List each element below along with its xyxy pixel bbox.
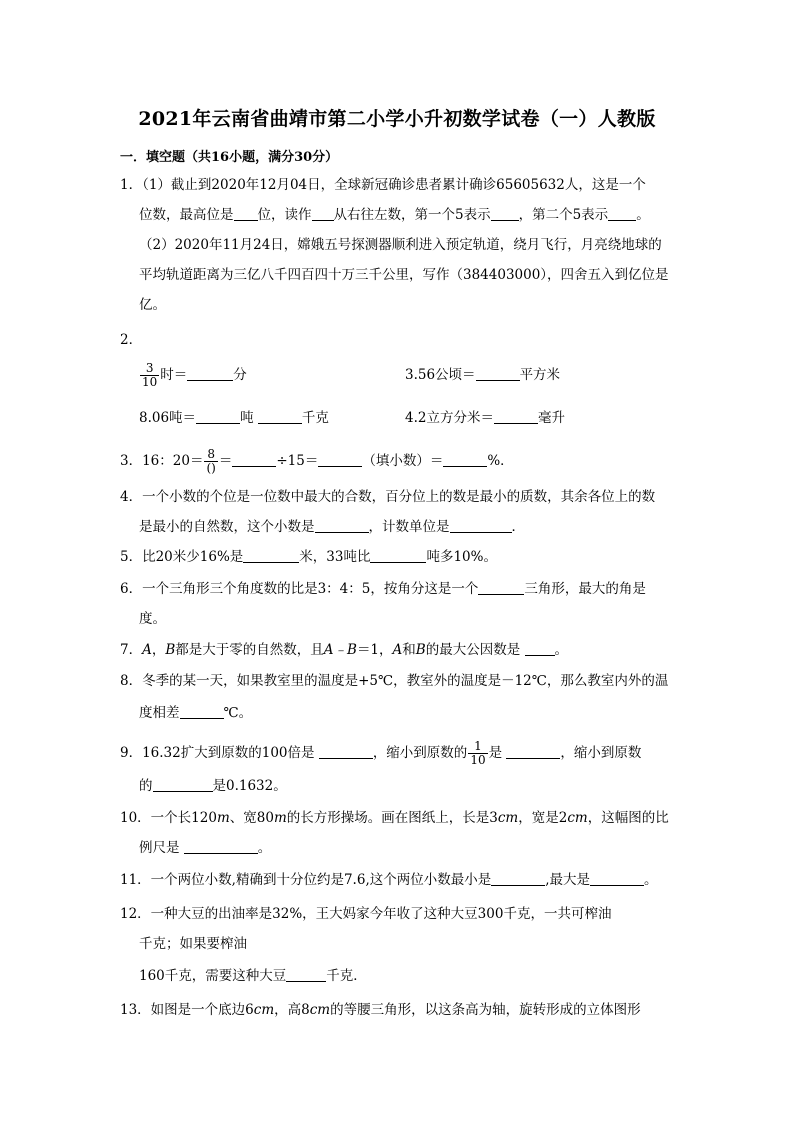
q10-line-1: 10．一个长120m、宽80m的长方形操场。画在图纸上，长是3cm，宽是2cm，这幅图的比: [120, 810, 669, 826]
answer-blank[interactable]: [506, 744, 560, 759]
q1-line-5: 亿。: [139, 297, 166, 313]
q7-line: 7．A，B都是大于零的自然数，且A﹣B＝1，A和B的最大公因数是 。: [120, 642, 568, 658]
q8-line-1: 8．冬季的某一天，如果教室里的温度是+5℃，教室外的温度是－12℃，那么教室内外的温: [120, 673, 669, 689]
answer-blank[interactable]: [494, 409, 538, 424]
q1-line-4: 平均轨道距离为三亿八千四百四十万三千公里，写作（384403000），四舍五入到亿位是: [139, 267, 669, 283]
answer-blank[interactable]: [286, 967, 326, 982]
q11-line: 11．一个两位小数,精确到十分位约是7.6,这个两位小数最小是 ,最大是 。: [120, 872, 658, 888]
section-heading: 一．填空题（共16小题，满分30分）: [120, 150, 339, 165]
answer-blank[interactable]: [491, 871, 545, 886]
q6-line-1: 6．一个三角形三个角度数的比是3：4：5，按角分这是一个 三角形，最大的角是: [120, 581, 646, 597]
answer-blank[interactable]: [319, 744, 373, 759]
answer-blank[interactable]: [153, 777, 213, 792]
q4-line-1: 4．一个小数的个位是一位数中最大的合数，百分位上的数是最小的质数，其余各位上的数: [120, 489, 656, 505]
q2-item-c: 8.06吨＝ 吨 千克: [139, 410, 329, 426]
q4-line-2: 是最小的自然数，这个小数是 ，计数单位是 ．: [139, 519, 525, 535]
answer-blank[interactable]: [608, 206, 636, 221]
q9-line-1: 9．16.32扩大到原数的100倍是 ，缩小到原数的 $\frac{1}{10}$ 是 ，缩小到原数: [120, 739, 642, 767]
q2-item-d: 4.2立方分米＝ 毫升: [405, 410, 565, 426]
q9-line-2: 的 是0.1632。: [139, 778, 287, 794]
fraction: $\frac{1}{10}$: [470, 739, 486, 767]
q1-line-1: 1．（1）截止到2020年12月04日，全球新冠确诊患者累计确诊65605632人，这是一个: [120, 177, 646, 193]
q5-line: 5．比20米少16%是 米，33吨比 吨多10%。: [120, 549, 497, 565]
answer-blank[interactable]: [491, 206, 519, 221]
answer-blank[interactable]: [525, 641, 555, 656]
q10-line-2: 例尺是 。: [139, 840, 272, 856]
answer-blank[interactable]: [318, 452, 362, 467]
fraction: $\frac{3}{10}$: [142, 361, 158, 389]
answer-blank[interactable]: [443, 452, 487, 467]
answer-blank[interactable]: [180, 704, 224, 719]
answer-blank[interactable]: [243, 548, 299, 563]
answer-blank[interactable]: [450, 518, 512, 533]
answer-blank[interactable]: [196, 409, 240, 424]
q8-line-2: 度相差 ℃。: [139, 705, 253, 721]
answer-blank[interactable]: [232, 452, 276, 467]
answer-blank[interactable]: [315, 518, 369, 533]
answer-blank[interactable]: [370, 548, 426, 563]
q2-item-a: $\frac{3}{10}$ 时＝ 分: [142, 361, 247, 389]
page-title: 2021年云南省曲靖市第二小学小升初数学试卷（一）人教版: [138, 108, 656, 130]
answer-blank[interactable]: [478, 580, 524, 595]
answer-blank[interactable]: [187, 366, 233, 381]
answer-blank[interactable]: [590, 871, 644, 886]
q1-line-2: 位数，最高位是 位，读作 从右往左数，第一个5表示 ，第二个5表示 。: [139, 207, 650, 223]
answer-blank[interactable]: [234, 206, 258, 221]
q6-line-2: 度。: [139, 611, 166, 627]
q12-line-1: 12．一种大豆的出油率是32%，王大妈家今年收了这种大豆300千克，一共可榨油: [120, 906, 612, 922]
fraction: $\frac{8}{()}$: [206, 447, 216, 475]
answer-blank[interactable]: [476, 366, 520, 381]
q12-line-3: 160千克，需要这种大豆 千克．: [139, 968, 367, 984]
answer-blank[interactable]: [258, 409, 302, 424]
q2-number: 2．: [120, 332, 143, 348]
q12-line-2: 千克；如果要榨油: [139, 936, 247, 952]
q2-item-b: 3.56公顷＝ 平方米: [405, 367, 561, 383]
q3-line: 3．16：20＝ $\frac{8}{()}$ ＝ ÷15＝ （填小数）＝ %．: [120, 447, 514, 475]
q1-line-3: （2）2020年11月24日，嫦娥五号探测器顺利进入预定轨道，绕月飞行，月亮绕地球的: [139, 237, 662, 253]
answer-blank[interactable]: [312, 206, 334, 221]
q13-line-1: 13．如图是一个底边6cm，高8cm的等腰三角形，以这条高为轴，旋转形成的立体图形: [120, 1002, 641, 1018]
answer-blank[interactable]: [184, 839, 258, 854]
